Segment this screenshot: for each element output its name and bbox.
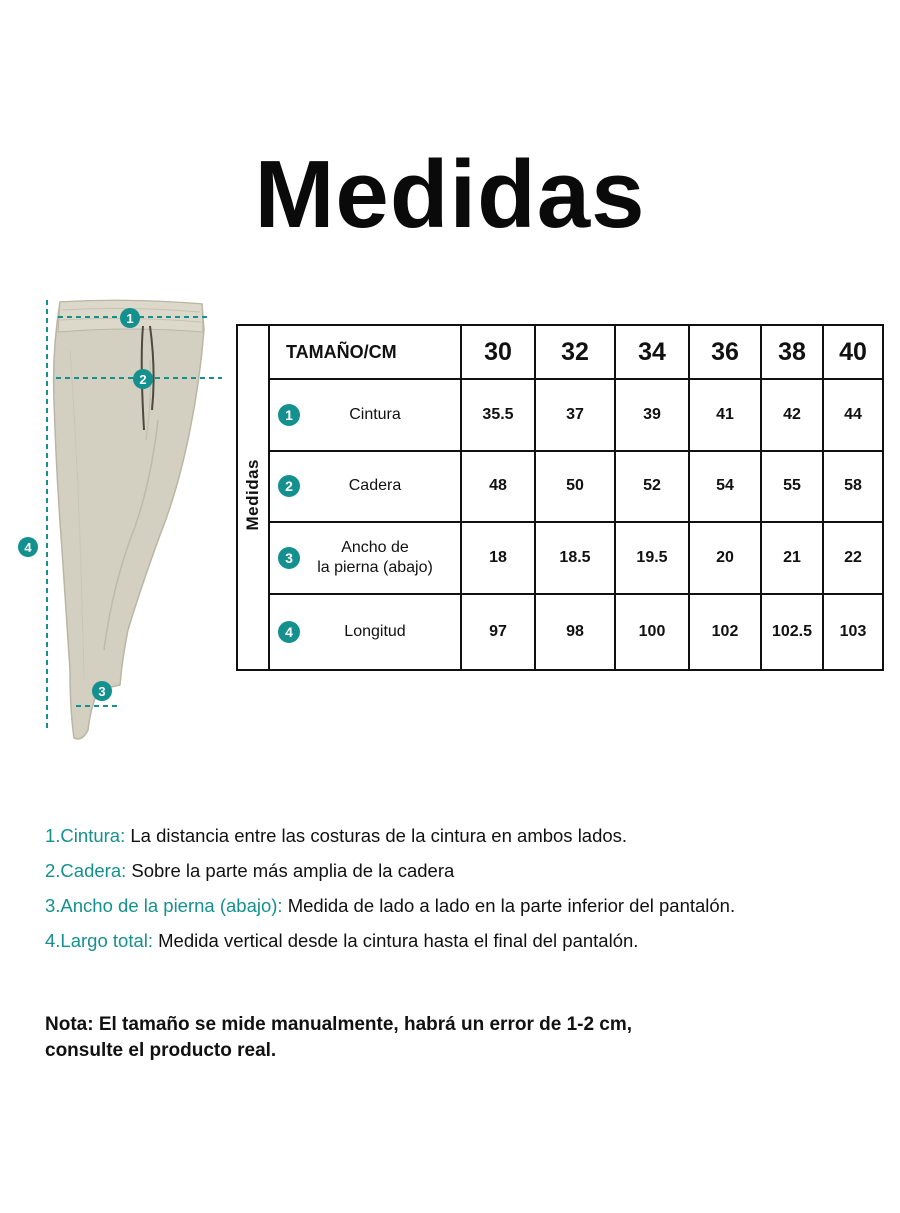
marker-1: 1 bbox=[120, 308, 140, 328]
table-row bbox=[237, 451, 883, 522]
note bbox=[45, 1012, 865, 1064]
definition-text: La distancia entre las costuras de la cintura en ambos lados. bbox=[125, 825, 628, 846]
value-cell: 50 bbox=[535, 451, 615, 522]
measure-number: 3 bbox=[278, 547, 300, 569]
page-title: Medidas bbox=[254, 141, 646, 248]
definition-term: 4.Largo total: bbox=[45, 930, 153, 951]
measure-cell bbox=[269, 594, 461, 670]
size-header: 32 bbox=[535, 325, 615, 379]
definition-term: 2.Cadera: bbox=[45, 860, 127, 881]
value-cell: 35.5 bbox=[461, 379, 535, 450]
value-cell: 18.5 bbox=[535, 522, 615, 593]
definition-item bbox=[45, 818, 895, 853]
size-header: 40 bbox=[823, 325, 883, 379]
definition-item bbox=[45, 888, 895, 923]
measure-name: Cadera bbox=[348, 477, 402, 495]
size-header: 34 bbox=[615, 325, 689, 379]
note-line-2: consulte el producto real. bbox=[45, 1040, 277, 1061]
table-row bbox=[237, 522, 883, 593]
definition-term: 1.Cintura: bbox=[45, 825, 126, 846]
value-cell: 55 bbox=[761, 451, 823, 522]
marker-3: 3 bbox=[92, 681, 112, 701]
value-cell: 41 bbox=[689, 379, 761, 450]
measure-name-line2: la pierna (abajo) bbox=[317, 558, 433, 576]
measure-cell bbox=[269, 379, 461, 450]
value-cell: 20 bbox=[689, 522, 761, 593]
header-label: TAMAÑO/CM bbox=[269, 325, 461, 379]
measure-number: 4 bbox=[278, 621, 300, 643]
value-cell: 21 bbox=[761, 522, 823, 593]
definition-text: Medida de lado a lado en la parte inferior del pantalón. bbox=[282, 895, 736, 916]
size-table-wrapper bbox=[236, 324, 882, 671]
side-label: Medidas bbox=[243, 459, 262, 531]
pants-illustration bbox=[0, 290, 230, 750]
value-cell: 58 bbox=[823, 451, 883, 522]
value-cell: 48 bbox=[461, 451, 535, 522]
table-header-row bbox=[237, 325, 883, 379]
definition-text: Medida vertical desde la cintura hasta el final del pantalón. bbox=[153, 930, 639, 951]
value-cell: 98 bbox=[535, 594, 615, 670]
value-cell: 52 bbox=[615, 451, 689, 522]
measure-number: 1 bbox=[278, 404, 300, 426]
definition-item bbox=[45, 853, 895, 888]
value-cell: 97 bbox=[461, 594, 535, 670]
definition-text: Sobre la parte más amplia de la cadera bbox=[126, 860, 455, 881]
size-header: 30 bbox=[461, 325, 535, 379]
table-row bbox=[237, 379, 883, 450]
table-row bbox=[237, 594, 883, 670]
measure-name: Longitud bbox=[344, 622, 406, 640]
measure-cell bbox=[269, 522, 461, 593]
value-cell: 37 bbox=[535, 379, 615, 450]
measure-name-line1: Ancho de bbox=[341, 538, 409, 556]
measure-cell bbox=[269, 451, 461, 522]
size-header: 36 bbox=[689, 325, 761, 379]
size-table bbox=[236, 324, 884, 671]
definition-item bbox=[45, 923, 895, 958]
note-line-1: Nota: El tamaño se mide manualmente, habrá un error de 1-2 cm, bbox=[45, 1014, 633, 1035]
measure-name bbox=[300, 538, 460, 578]
value-cell: 44 bbox=[823, 379, 883, 450]
size-header: 38 bbox=[761, 325, 823, 379]
value-cell: 19.5 bbox=[615, 522, 689, 593]
definitions-list bbox=[45, 818, 895, 958]
measure-name: Cintura bbox=[349, 406, 401, 424]
pants-figure bbox=[0, 290, 230, 750]
value-cell: 54 bbox=[689, 451, 761, 522]
value-cell: 103 bbox=[823, 594, 883, 670]
value-cell: 18 bbox=[461, 522, 535, 593]
value-cell: 100 bbox=[615, 594, 689, 670]
value-cell: 22 bbox=[823, 522, 883, 593]
value-cell: 39 bbox=[615, 379, 689, 450]
marker-2: 2 bbox=[133, 369, 153, 389]
value-cell: 102 bbox=[689, 594, 761, 670]
definition-term: 3.Ancho de la pierna (abajo): bbox=[45, 895, 283, 916]
side-label-cell bbox=[237, 325, 269, 670]
measure-number: 2 bbox=[278, 475, 300, 497]
marker-4: 4 bbox=[18, 537, 38, 557]
value-cell: 42 bbox=[761, 379, 823, 450]
value-cell: 102.5 bbox=[761, 594, 823, 670]
